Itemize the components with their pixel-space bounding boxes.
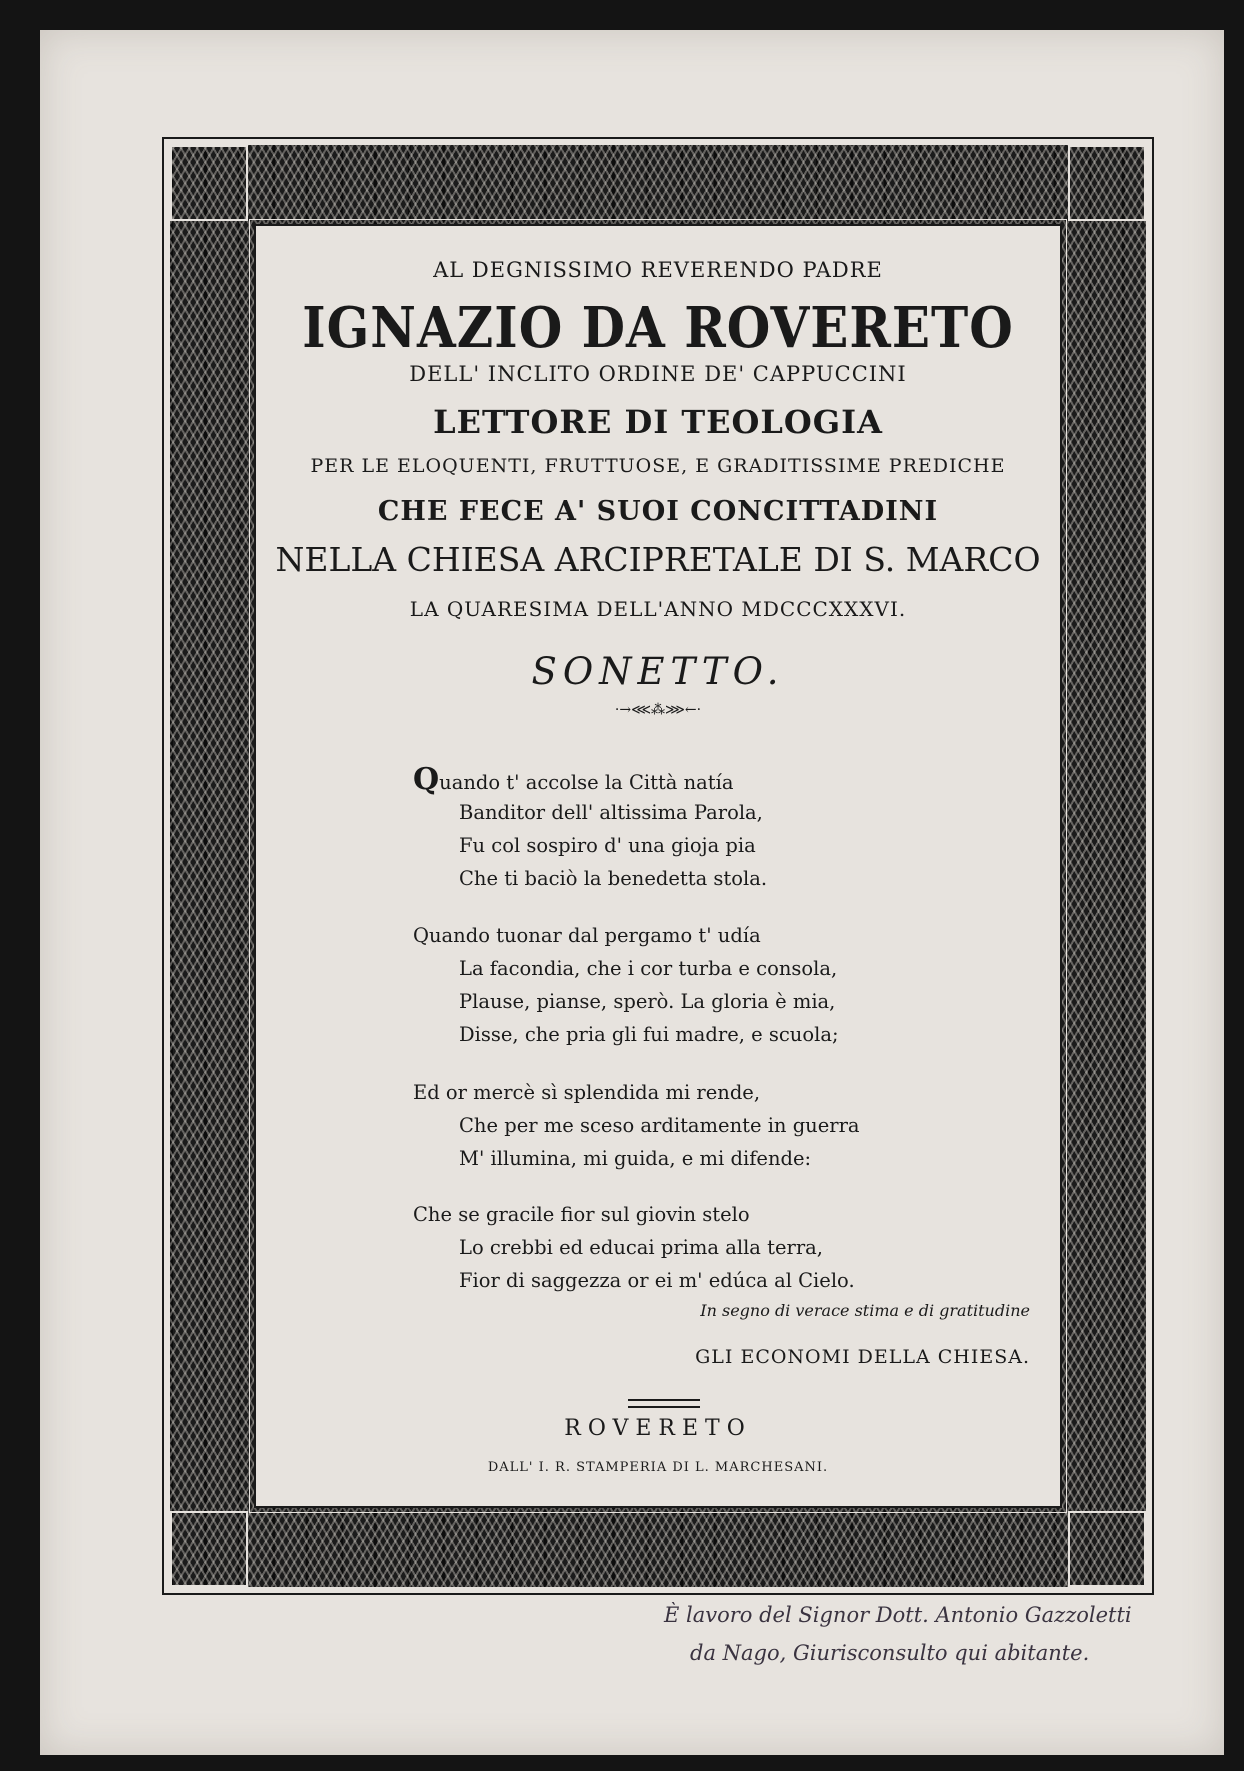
drop-cap: Q: [413, 762, 440, 797]
signature-signers: GLI ECONOMI DELLA CHIESA.: [695, 1346, 1030, 1368]
handwritten-note-line-2: da Nago, Giurisconsulto qui abitante.: [690, 1641, 1090, 1665]
verse-line: M' illumina, mi guida, e mi difende:: [459, 1147, 812, 1170]
sonnet-quatrain-1: [413, 763, 767, 895]
date-line: LA QUARESIMA DELL'ANNO MDCCCXXXVI.: [409, 597, 907, 621]
ornament-divider: ·→⋘⁂⋙←·: [614, 702, 702, 718]
dedication-line: AL DEGNISSIMO REVERENDO PADRE: [433, 258, 883, 282]
corner-ornament-bottom-right: [1068, 1511, 1146, 1587]
verse-line: Ed or mercè sì splendida mi rende,: [413, 1081, 761, 1104]
place-line: NELLA CHIESA ARCIPRETALE DI S. MARCO: [275, 540, 1041, 579]
sonnet-tercet-2: [413, 1198, 855, 1297]
corner-ornament-top-right: [1068, 145, 1146, 221]
verse-line: Che per me sceso arditamente in guerra: [459, 1114, 860, 1137]
corner-ornament-top-left: [170, 145, 248, 221]
corner-ornament-bottom-left: [170, 1511, 248, 1587]
imprint-printer: DALL' I. R. STAMPERIA DI L. MARCHESANI.: [487, 1460, 829, 1475]
verse-line: Fu col sospiro d' una gioja pia: [459, 834, 756, 857]
verse-line: Lo crebbi ed educai prima alla terra,: [459, 1236, 823, 1259]
double-rule-top: [628, 1399, 700, 1401]
verse-line: Disse, che pria gli fui madre, e scuola;: [459, 1023, 839, 1046]
sonnet-tercet-1: [413, 1076, 860, 1175]
honoree-name: IGNAZIO DA ROVERETO: [302, 294, 1014, 361]
verse-line: La facondia, che i cor turba e consola,: [459, 957, 838, 980]
signature-dedication: In segno di verace stima e di gratitudine: [700, 1301, 1030, 1320]
verse-line: Che ti baciò la benedetta stola.: [459, 867, 768, 890]
double-rule-bottom: [628, 1406, 700, 1408]
order-line: DELL' INCLITO ORDINE DE' CAPPUCCINI: [409, 362, 907, 386]
handwritten-note-line-1: È lavoro del Signor Dott. Antonio Gazzoletti: [664, 1603, 1132, 1627]
title-line: LETTORE DI TEOLOGIA: [433, 403, 883, 441]
verse-line: Che se gracile fior sul giovin stelo: [413, 1203, 750, 1226]
sonnet-quatrain-2: [413, 919, 839, 1051]
form-heading: SONETTO.: [531, 650, 785, 693]
reason-line: PER LE ELOQUENTI, FRUTTUOSE, E GRADITISSIME PREDICHE: [310, 455, 1006, 477]
verse-line: Fior di saggezza or ei m' edúca al Cielo.: [459, 1269, 855, 1292]
verse-line: Quando tuonar dal pergamo t' udía: [413, 924, 761, 947]
verse-line: Banditor dell' altissima Parola,: [459, 801, 763, 824]
verse-line: Quando t' accolse la Città natía: [413, 762, 734, 797]
reason-line-2: CHE FECE A' SUOI CONCITTADINI: [377, 496, 939, 527]
imprint-city: ROVERETO: [564, 1416, 752, 1441]
verse-line: Plause, pianse, sperò. La gloria è mia,: [459, 990, 836, 1013]
